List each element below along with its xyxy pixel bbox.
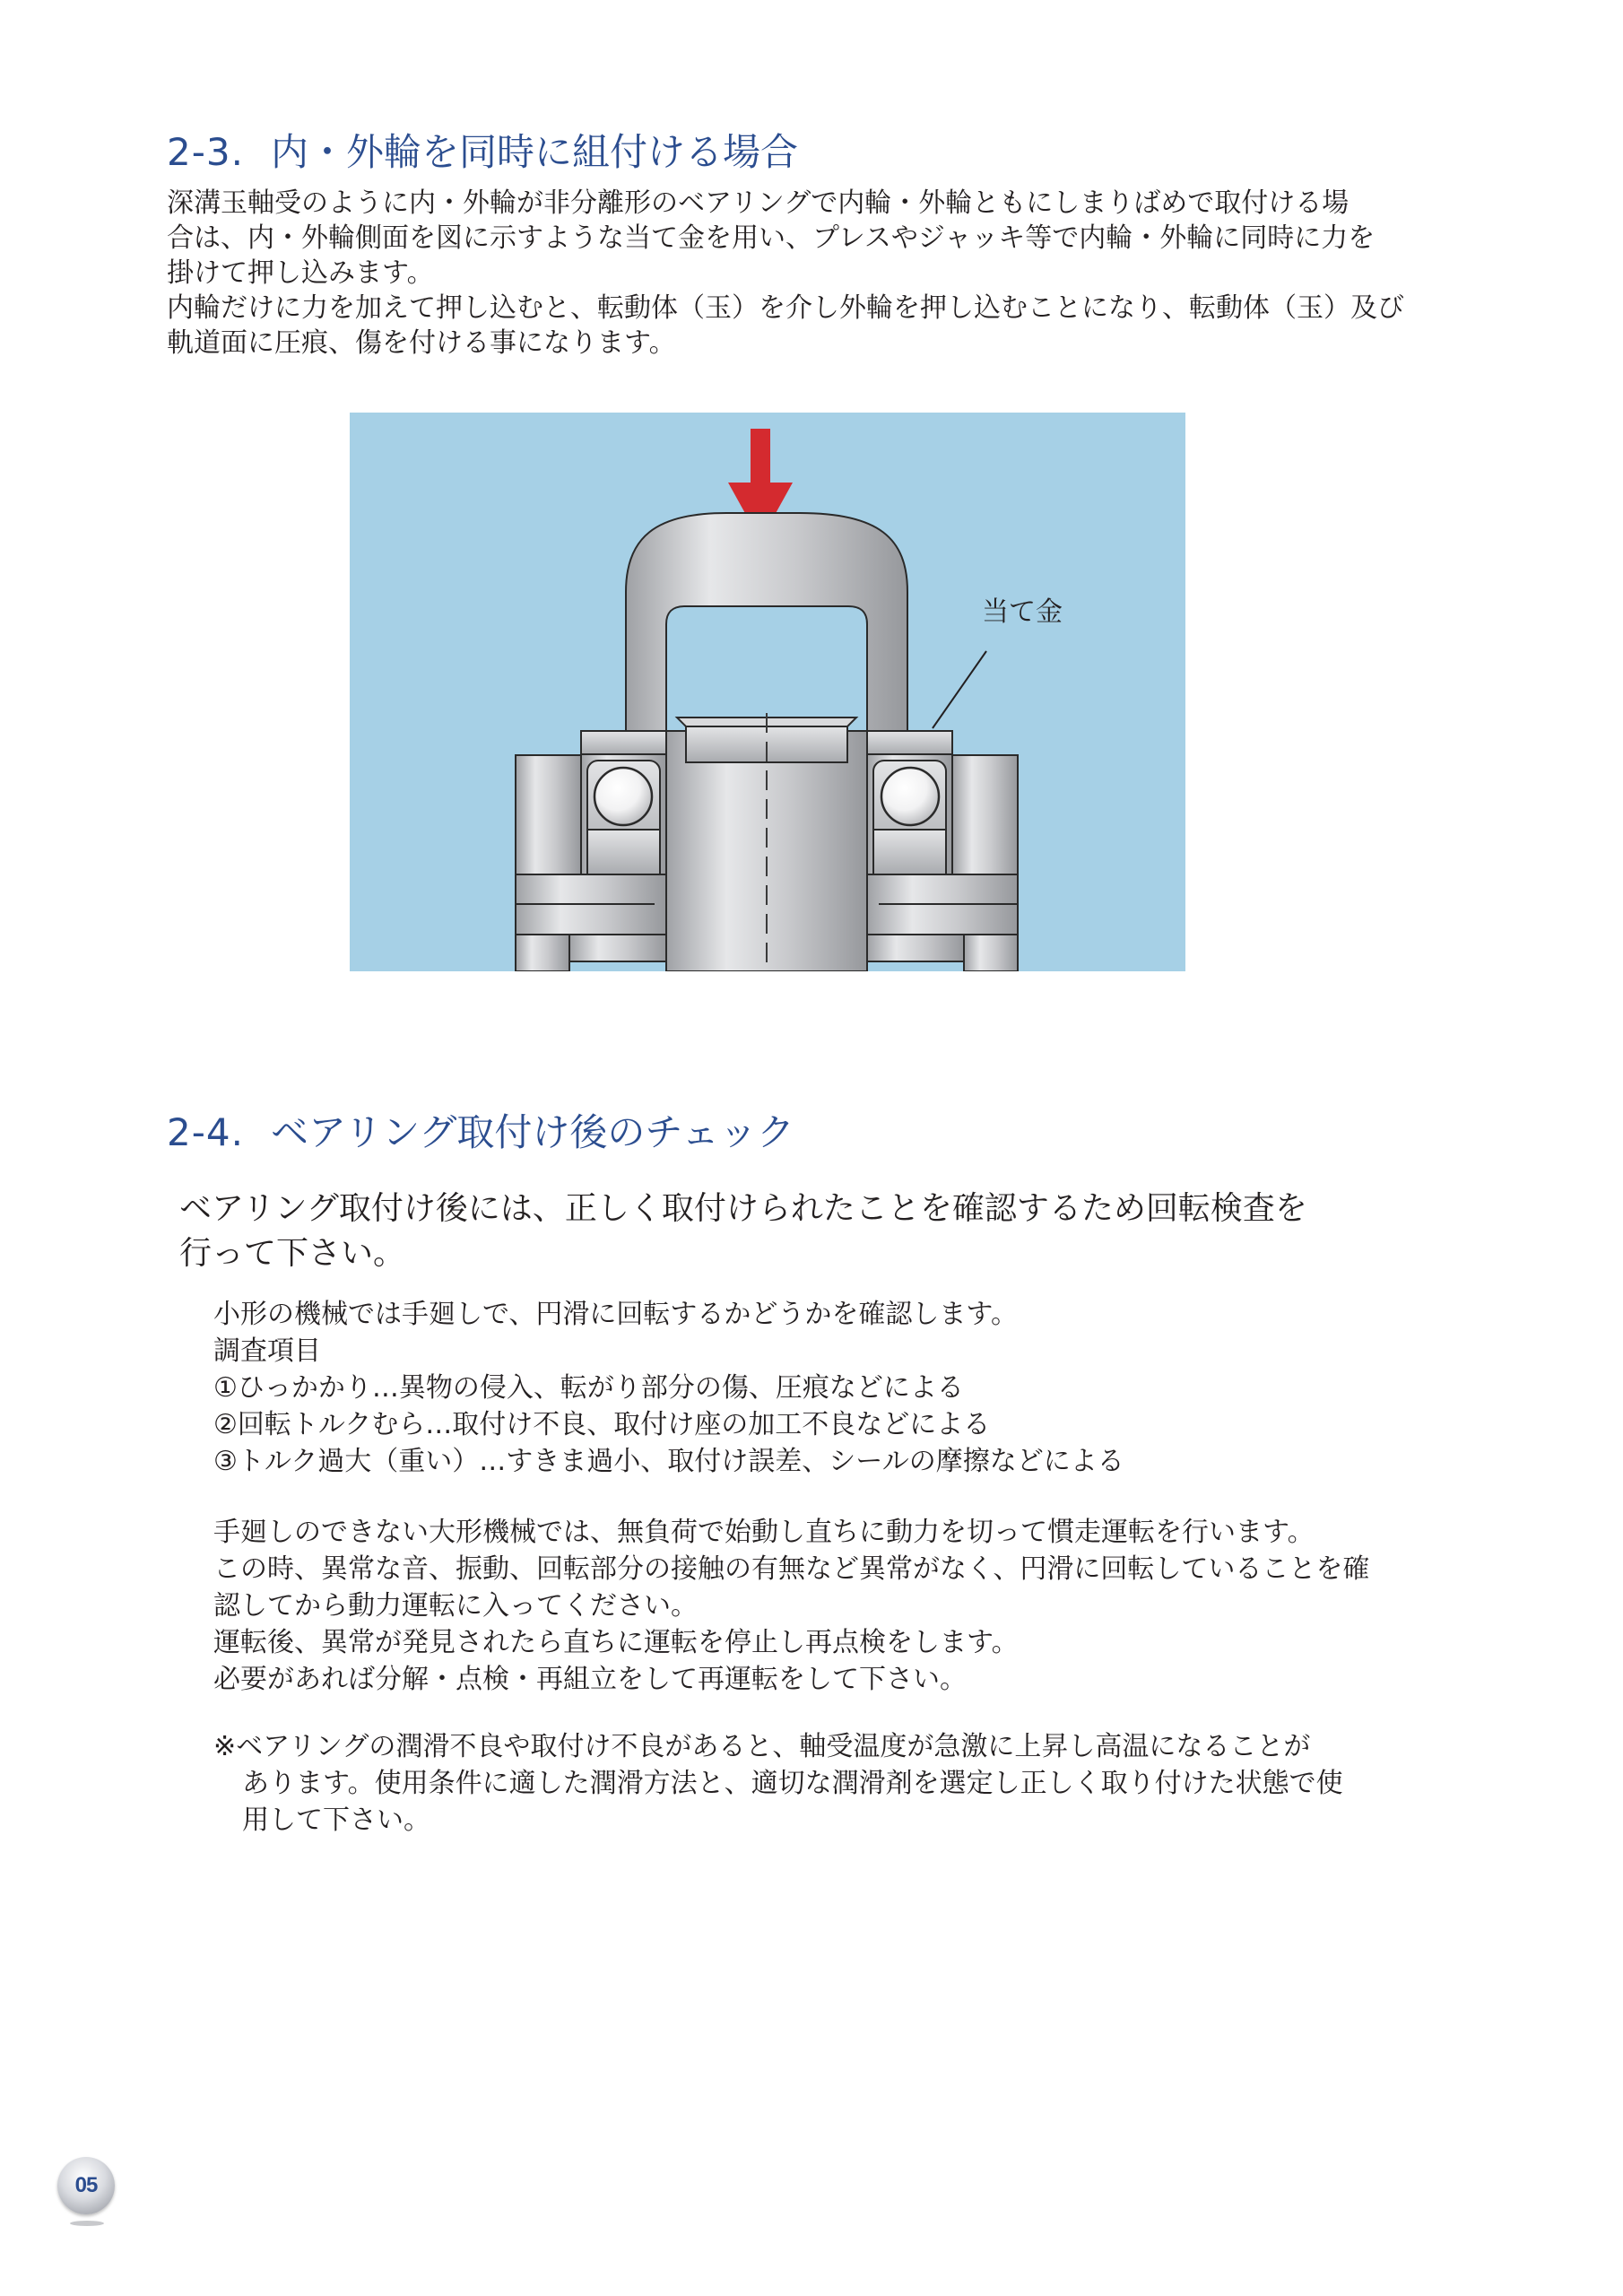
body-line: 必要があれば分解・点検・再組立をして再運転をして下さい。 — [213, 1664, 967, 1695]
check-item: ②回転トルクむら…取付け不良、取付け座の加工不良などによる — [213, 1409, 991, 1440]
lead-line: 行って下さい。 — [179, 1235, 406, 1272]
body-line: 内輪だけに力を加えて押し込むと、転動体（玉）を介し外輪を押し込むことになり、転動体（玉）及び — [167, 292, 1404, 324]
check-item: ①ひっかかり…異物の侵入、転がり部分の傷、圧痕などによる — [213, 1372, 964, 1404]
section-number: 2-4. — [167, 1110, 244, 1154]
body-line: 合は、内・外輪側面を図に示すような当て金を用い、プレスやジャッキ等で内輪・外輪に同時に力を — [167, 222, 1376, 254]
large-machines-paragraph — [213, 1514, 1369, 1698]
page-number: 05 — [74, 2173, 98, 2197]
badge-shadow — [70, 2221, 104, 2226]
section-number: 2-3. — [167, 130, 244, 174]
page-number-badge — [57, 2157, 115, 2214]
body-line: 掛けて押し込みます。 — [167, 257, 434, 289]
section-title: ベアリング取付け後のチェック — [270, 1110, 795, 1154]
body-line: 小形の機械では手廻しで、円滑に回転するかどうかを確認します。 — [213, 1299, 1018, 1330]
ball — [881, 768, 939, 825]
lead-line: ベアリング取付け後には、正しく取付けられたことを確認するため回転検査を — [179, 1190, 1307, 1227]
ball — [595, 768, 652, 825]
body-line: 深溝玉軸受のように内・外輪が非分離形のベアリングで内輪・外輪ともにしまりばめで取付ける場 — [167, 187, 1350, 219]
note-line: ※ベアリングの潤滑不良や取付け不良があると、軸受温度が急激に上昇し高温になることが — [213, 1731, 1311, 1762]
section-title: 内・外輪を同時に組付ける場合 — [270, 130, 798, 174]
body-line: この時、異常な音、振動、回転部分の接触の有無など異常がなく、円滑に回転していることを確 — [213, 1553, 1370, 1585]
callout-leader — [933, 651, 986, 728]
section-2-3-body — [167, 186, 1404, 361]
small-machines-paragraph — [213, 1296, 1124, 1480]
shaft — [666, 731, 867, 971]
body-line: 手廻しのできない大形機械では、無負荷で始動し直ちに動力を切って慣走運転を行います。 — [213, 1517, 1315, 1548]
body-line: 軌道面に圧痕、傷を付ける事になります。 — [167, 327, 676, 359]
note-line: あります。使用条件に適した潤滑方法と、適切な潤滑剤を選定し正しく取り付けた状態で使 — [242, 1768, 1343, 1799]
body-line: 認してから動力運転に入ってください。 — [213, 1590, 698, 1622]
section-2-4-lead — [179, 1187, 1307, 1276]
body-line: 運転後、異常が発見されたら直ちに運転を停止し再点検をします。 — [213, 1627, 1019, 1658]
note-paragraph — [213, 1728, 1343, 1839]
section-2-4-heading — [167, 1108, 794, 1158]
check-item: ③トルク過大（重い）…すきま過小、取付け誤差、シールの摩擦などによる — [213, 1446, 1124, 1477]
bearing-diagram — [350, 413, 1185, 971]
body-line: 調査項目 — [213, 1335, 321, 1367]
callout-label: 当て金 — [982, 596, 1063, 628]
mounting-tool — [626, 513, 907, 733]
bearing-mounting-figure — [350, 413, 1185, 971]
note-line: 用して下さい。 — [242, 1805, 430, 1836]
section-2-3-heading — [167, 127, 798, 178]
